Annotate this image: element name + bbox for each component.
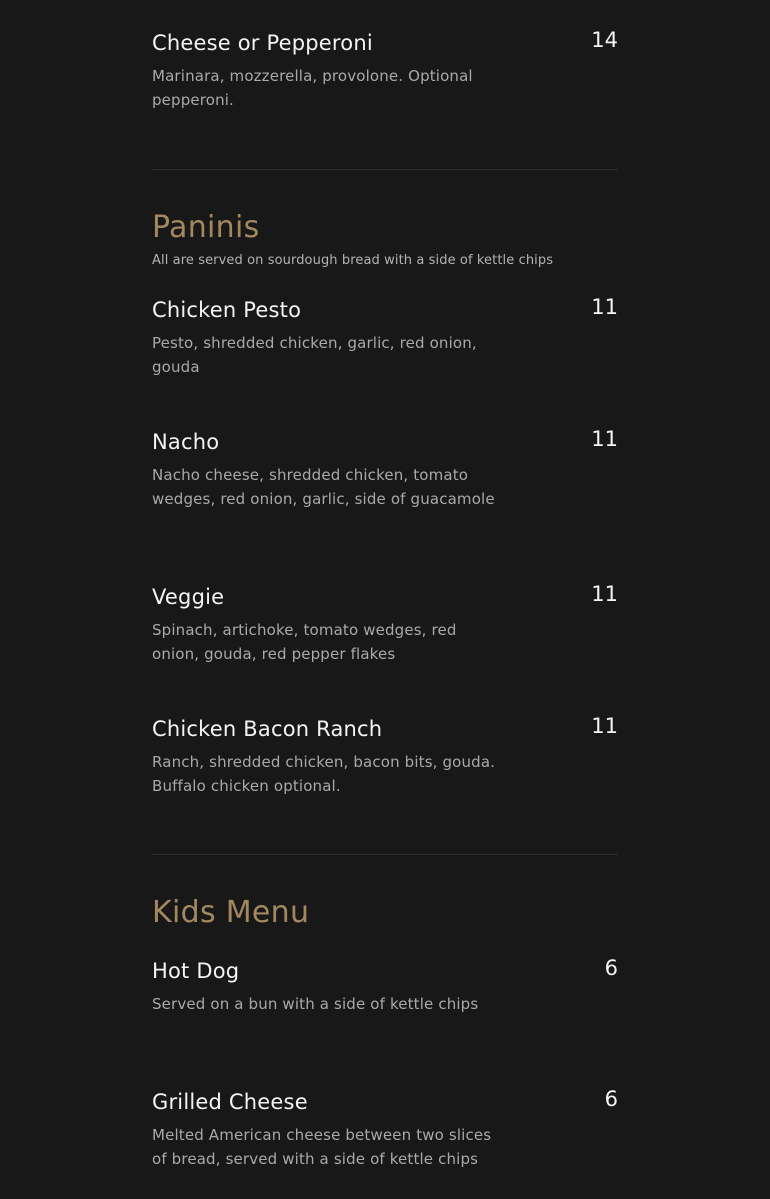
item-description: Melted American cheese between two slices of bread, served with a side of kettle chips <box>152 1126 492 1168</box>
item-name: Cheese or Pepperoni <box>152 31 373 55</box>
item-description: Marinara, mozzerella, provolone. Optional pepperoni. <box>152 67 473 109</box>
item-name: Veggie <box>152 585 225 609</box>
section-divider <box>152 854 618 855</box>
item-description: Nacho cheese, shredded chicken, tomato wedges, red onion, garlic, side of guacamole <box>152 466 495 508</box>
item-name: Chicken Pesto <box>152 298 302 322</box>
item-price: 11 <box>591 582 618 606</box>
item-name: Grilled Cheese <box>152 1090 308 1114</box>
item-price: 11 <box>591 427 618 451</box>
item-name: Hot Dog <box>152 959 240 983</box>
item-description: Ranch, shredded chicken, bacon bits, gouda. Buffalo chicken optional. <box>152 753 496 795</box>
section-note-paninis: All are served on sourdough bread with a side of kettle chips <box>152 253 554 268</box>
item-name: Chicken Bacon Ranch <box>152 717 383 741</box>
item-price: 11 <box>591 714 618 738</box>
section-title-kids-menu: Kids Menu <box>152 895 310 930</box>
item-price: 6 <box>604 956 618 980</box>
item-price: 11 <box>591 295 618 319</box>
item-description: Spinach, artichoke, tomato wedges, red onion, gouda, red pepper flakes <box>152 621 457 663</box>
section-title-paninis: Paninis <box>152 210 260 245</box>
item-description: Served on a bun with a side of kettle chips <box>152 995 479 1013</box>
item-price: 14 <box>591 28 618 52</box>
item-price: 6 <box>604 1087 618 1111</box>
item-name: Nacho <box>152 430 220 454</box>
item-description: Pesto, shredded chicken, garlic, red onion, gouda <box>152 334 477 376</box>
section-divider <box>152 169 618 170</box>
